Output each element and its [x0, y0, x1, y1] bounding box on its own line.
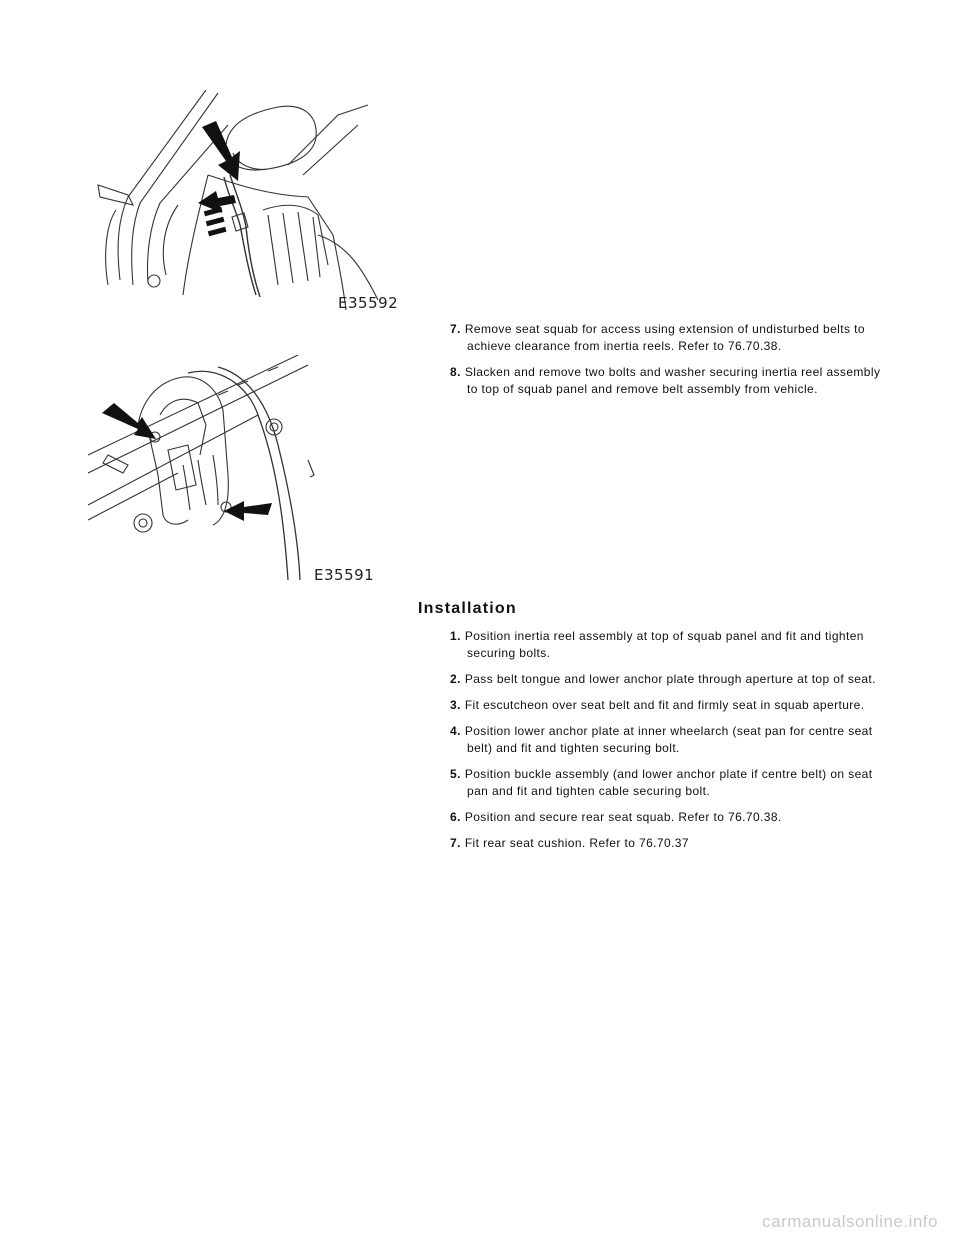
section-title-installation: Installation	[418, 600, 517, 617]
watermark: carmanualsonline.info	[762, 1212, 938, 1231]
step-number: 4.	[450, 724, 461, 738]
install-step-2	[450, 671, 890, 688]
seat-belt-illustration-1	[88, 85, 388, 315]
step-number: 2.	[450, 672, 461, 686]
step-text: Fit escutcheon over seat belt and fit and firmly seat in squab aperture.	[464, 698, 865, 712]
step-7	[450, 321, 890, 355]
figure-label: E35591	[314, 566, 375, 584]
install-step-3	[450, 697, 890, 714]
step-text: Position inertia reel assembly at top of squab panel and fit and tighten securing bolts.	[464, 629, 864, 660]
inertia-reel-illustration	[88, 355, 388, 585]
step-number: 1.	[450, 629, 461, 643]
installation-steps	[450, 628, 890, 861]
install-step-4	[450, 723, 890, 757]
step-text: Remove seat squab for access using extension of undisturbed belts to achieve clearance from inertia reels. Refer to 76.70.38.	[464, 322, 865, 353]
step-number: 3.	[450, 698, 461, 712]
figure-label: E35592	[338, 294, 399, 312]
step-text: Fit rear seat cushion. Refer to 76.70.37	[464, 836, 689, 850]
step-number: 5.	[450, 767, 461, 781]
step-number: 6.	[450, 810, 461, 824]
install-step-1	[450, 628, 890, 662]
step-number: 8.	[450, 365, 461, 379]
removal-steps	[450, 321, 890, 407]
install-step-7	[450, 835, 890, 852]
step-text: Slacken and remove two bolts and washer securing inertia reel assembly to top of squab panel and remove belt assembly from vehicle.	[464, 365, 881, 396]
step-text: Position buckle assembly (and lower anchor plate if centre belt) on seat pan and fit and tighten cable securing bolt.	[464, 767, 873, 798]
step-text: Position lower anchor plate at inner wheelarch (seat pan for centre seat belt) and fit and tighten securing bolt.	[464, 724, 873, 755]
figure-e35592	[88, 85, 388, 315]
step-number: 7.	[450, 836, 461, 850]
install-step-6	[450, 809, 890, 826]
step-text: Position and secure rear seat squab. Refer to 76.70.38.	[464, 810, 782, 824]
figure-e35591	[88, 355, 388, 585]
install-step-5	[450, 766, 890, 800]
step-number: 7.	[450, 322, 461, 336]
step-8	[450, 364, 890, 398]
step-text: Pass belt tongue and lower anchor plate through aperture at top of seat.	[464, 672, 876, 686]
